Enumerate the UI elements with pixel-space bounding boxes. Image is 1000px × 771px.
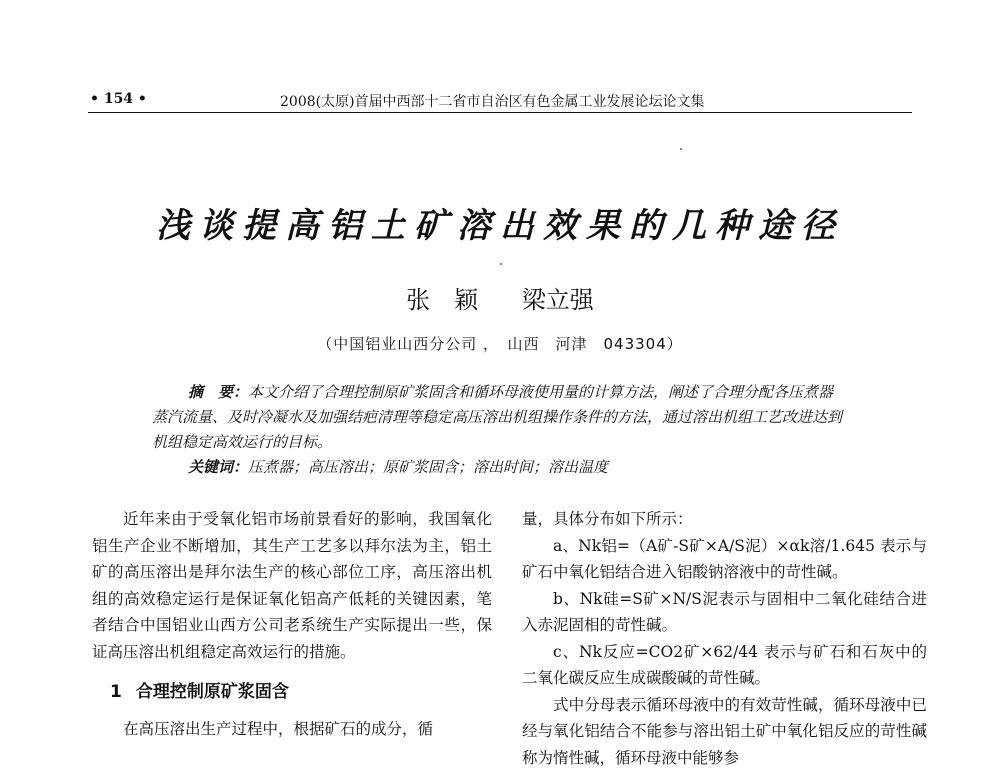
scan-speck: [680, 148, 682, 150]
abstract-text: 本文介绍了合理控制原矿浆固含和循环母液使用量的计算方法，阐述了合理分配各压煮器蒸汽流量、及时冷凝水及加强结疤清理等稳定高压溶出机组操作条件的方法，通过溶出机组工艺改进达到机组稳定高效运行的目标。: [152, 383, 842, 451]
left-column: [92, 506, 492, 742]
continuation-text: 量，具体分布如下所示：: [522, 506, 927, 533]
abstract-label: 摘 要：: [188, 383, 248, 401]
abstract: [152, 380, 848, 480]
page-number: • 154 •: [90, 91, 147, 107]
paper-title: 浅谈提高铝土矿溶出效果的几种途径: [0, 198, 1000, 247]
formula-item-c: c、Nk反应=CO2矿×62/44 表示与矿石和石灰中的二氧化碳反应生成碳酸碱的苛性碱。: [522, 639, 927, 692]
intro-paragraph: 近年来由于受氧化铝市场前景看好的影响，我国氧化铝生产企业不断增加，其生产工艺多以拜尔法为主，铝土矿的高压溶出是拜尔法生产的核心部位工序，高压溶出机组的高效稳定运行是保证氧化铝高产低耗的关键因素，笔者结合中国铝业山西方公司老系统生产实际提出一些，保证高压溶出机组稳定高效运行的措施。: [92, 506, 492, 665]
explanation-paragraph: 式中分母表示循环母液中的有效苛性碱，循环母液中已经与氧化铝结合不能参与溶出铝土矿中氧化铝反应的苛性碱称为惰性碱，循环母液中能够参: [522, 692, 927, 771]
section-heading: [92, 679, 492, 706]
header-rule: [88, 112, 912, 113]
running-header: 2008(太原)首届中西部十二省市自治区有色金属工业发展论坛论文集: [280, 91, 705, 111]
scan-speck: [500, 263, 502, 265]
affiliation: （中国铝业山西分公司 ， 山西 河津 043304）: [0, 333, 1000, 354]
authors: [0, 280, 1000, 315]
formula-item-a: a、Nk铝=（A矿-S矿×A/S泥）×αk溶/1.645 表示与矿石中氧化铝结合进入铝酸钠溶液中的苛性碱。: [522, 533, 927, 586]
formula-item-b: b、Nk硅=S矿×N/S泥表示与固相中二氧化硅结合进入赤泥固相的苛性碱。: [522, 586, 927, 639]
section-title: 合理控制原矿浆固含: [136, 682, 289, 702]
author-name: 梁立强: [522, 286, 594, 314]
keywords-label: 关键词：: [188, 458, 248, 476]
section-paragraph: 在高压溶出生产过程中，根据矿石的成分，循: [92, 716, 492, 743]
right-column: [522, 506, 927, 771]
keywords-text: 压煮器；高压溶出；原矿浆固含；溶出时间；溶出温度: [248, 458, 608, 476]
author-name: 张 颖: [406, 286, 478, 314]
section-number: 1: [110, 682, 122, 702]
